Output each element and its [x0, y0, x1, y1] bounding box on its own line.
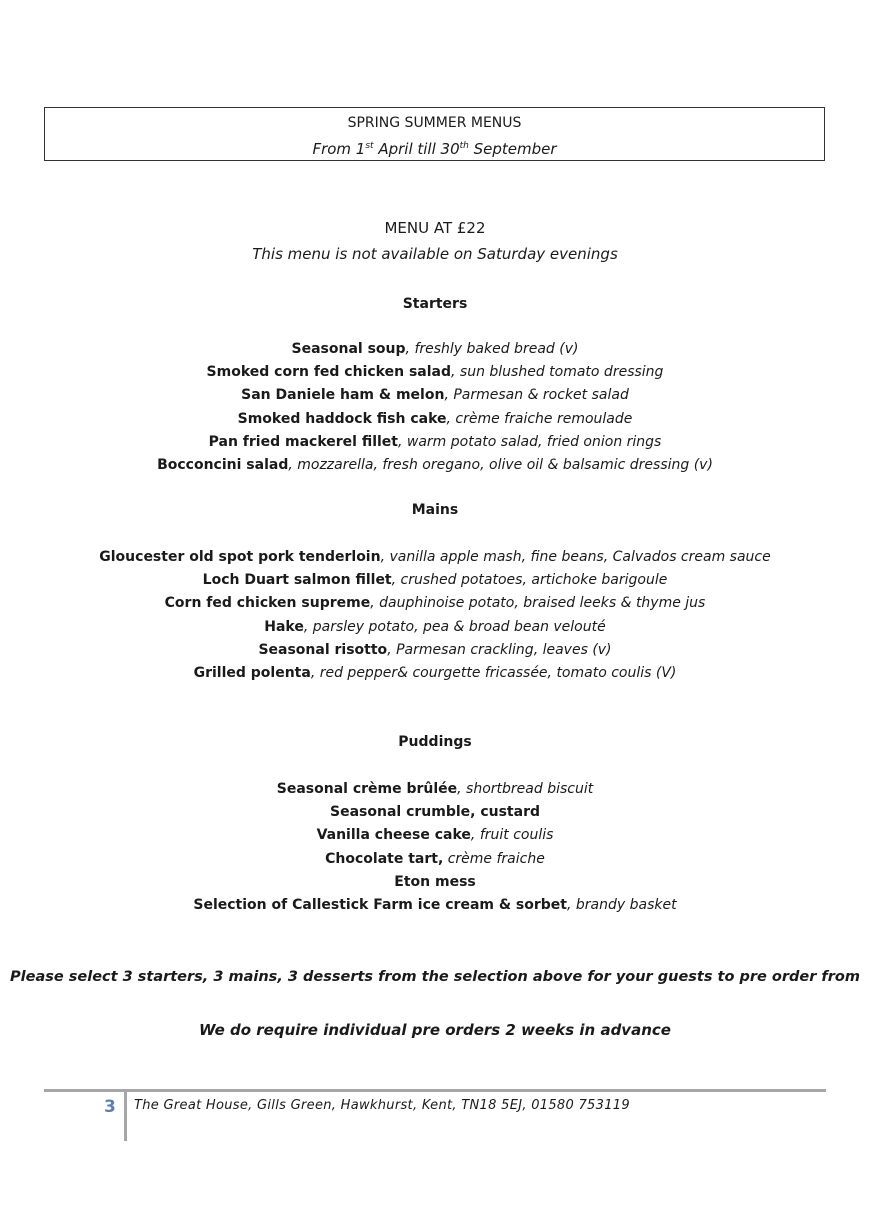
list-item: Chocolate tart, crème fraiche: [325, 850, 545, 867]
footer-divider: [44, 1089, 826, 1092]
list-item: Smoked corn fed chicken salad, sun blushed tomato dressing: [206, 364, 664, 381]
list-item: Loch Duart salmon fillet, crushed potatoes, artichoke barigoule: [202, 572, 668, 589]
list-item: Pan fried mackerel fillet, warm potato salad, fried onion rings: [208, 433, 662, 450]
header-box: [44, 107, 825, 161]
mains-list: [0, 546, 870, 685]
section-title-mains: Mains: [411, 502, 459, 518]
menu-price: MENU AT £22: [384, 219, 486, 237]
page-number: 3: [104, 1097, 116, 1117]
list-item: Hake, parsley potato, pea & broad bean velouté: [264, 618, 606, 635]
list-item: Smoked haddock fish cake, crème fraiche remoulade: [237, 410, 633, 427]
starters-list: [0, 338, 870, 477]
section-title-starters: Starters: [402, 296, 468, 312]
puddings-list: [0, 778, 870, 917]
section-title-puddings: Puddings: [398, 734, 472, 750]
pre-order-selection-instruction: Please select 3 starters, 3 mains, 3 desserts from the selection above for your guests to pre order from: [10, 969, 860, 985]
list-item: Seasonal soup, freshly baked bread (v): [291, 341, 579, 357]
list-item: Vanilla cheese cake, fruit coulis: [316, 827, 554, 844]
list-item: Gloucester old spot pork tenderloin, vanilla apple mash, fine beans, Calvados cream sauce: [99, 549, 771, 565]
menu-dates: From 1st April till 30th September: [312, 140, 557, 158]
footer-address: The Great House, Gills Green, Hawkhurst, Kent, TN18 5EJ, 01580 753119: [134, 1098, 630, 1113]
list-item: Seasonal crème brûlée, shortbread biscuit: [276, 781, 594, 797]
list-item: Corn fed chicken supreme, dauphinoise potato, braised leeks & thyme jus: [164, 595, 706, 612]
menu-availability-note: This menu is not available on Saturday evenings: [252, 245, 618, 263]
list-item: Eton mess: [394, 873, 476, 890]
list-item: San Daniele ham & melon, Parmesan & rocket salad: [241, 387, 629, 404]
pre-order-advance-notice: We do require individual pre orders 2 weeks in advance: [199, 1021, 671, 1039]
list-item: Selection of Callestick Farm ice cream & sorbet, brandy basket: [193, 897, 677, 914]
menu-season-title: SPRING SUMMER MENUS: [347, 115, 522, 131]
list-item: Seasonal risotto, Parmesan crackling, leaves (v): [258, 641, 612, 658]
list-item: Grilled polenta, red pepper& courgette fricassée, tomato coulis (V): [193, 665, 677, 682]
list-item: Seasonal crumble, custard: [330, 804, 540, 821]
list-item: Bocconcini salad, mozzarella, fresh oregano, olive oil & balsamic dressing (v): [157, 457, 713, 474]
footer-vertical-divider: [124, 1091, 127, 1141]
